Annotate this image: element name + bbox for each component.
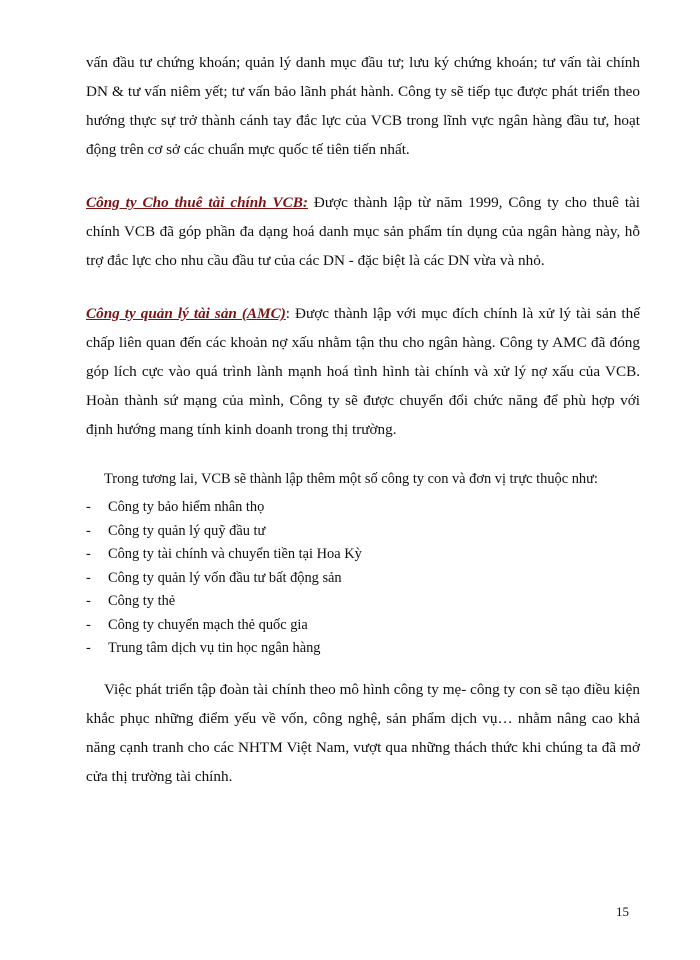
list-dash: - (86, 640, 91, 656)
paragraph-conclusion: Việc phát triển tập đoàn tài chính theo mô hình công ty mẹ- công ty con sẽ tạo điều kiện khắc phục những điểm yếu về vốn, công nghệ, sản phẩm dịch vụ… nhằm nâng cao khả năng cạnh tranh cho các NHTM Việt Nam, vượt qua những thách thức khi chúng ta đã mở cửa thị trường tài chính. (86, 680, 640, 785)
paragraph-amc-company (86, 299, 640, 444)
list-item (86, 567, 640, 591)
list-item (86, 590, 640, 614)
list-item-text: Công ty tài chính và chuyển tiền tại Hoa Kỳ (108, 546, 362, 562)
list-dash: - (86, 499, 91, 515)
list-dash: - (86, 522, 91, 539)
list-item (86, 543, 640, 567)
list-dash: - (86, 569, 91, 586)
paragraph-leasing-company (86, 188, 640, 275)
paragraph-future-plans: Trong tương lai, VCB sẽ thành lập thêm một số công ty con và đơn vị trực thuộc như: (104, 471, 598, 487)
list-dash: - (86, 616, 91, 633)
list-item-text: Trung tâm dịch vụ tin học ngân hàng (108, 640, 321, 656)
text-leasing-company: Được thành lập từ năm 1999, Công ty cho thuê tài chính VCB đã góp phần đa dạng hoá danh mục sản phẩm tín dụng của ngân hàng này, hỗ trợ đắc lực cho nhu cầu đầu tư của các DN - đặc biệt là các DN vừa và nhỏ. (86, 194, 640, 269)
list-item-text: Công ty bảo hiểm nhân thọ (108, 499, 265, 515)
list-item (86, 496, 640, 520)
list-item-text: Công ty quản lý vốn đầu tư bất động sản (108, 569, 342, 586)
list-item-text: Công ty chuyển mạch thẻ quốc gia (108, 616, 308, 633)
list-dash: - (86, 546, 91, 562)
list-item (86, 520, 640, 544)
subsidiary-list (86, 496, 640, 661)
paragraph-securities-company: vấn đầu tư chứng khoán; quản lý danh mục đầu tư; lưu ký chứng khoán; tư vấn tài chính DN & tư vấn niêm yết; tư vấn bảo lãnh phát hành. Công ty sẽ tiếp tục được phát triển theo hướng thực sự trở thành cánh tay đắc lực của VCB trong lĩnh vực ngân hàng đầu tư, hoạt động trên cơ sở các chuẩn mực quốc tế tiên tiến nhất. (86, 54, 640, 158)
heading-amc-company: Công ty quản lý tài sản (AMC) (86, 305, 286, 322)
page-number: 15 (616, 904, 629, 919)
heading-leasing-company: Công ty Cho thuê tài chính VCB: (86, 194, 308, 211)
list-item (86, 614, 640, 638)
list-item (86, 637, 640, 661)
list-item-text: Công ty thẻ (108, 593, 176, 609)
list-item-text: Công ty quản lý quỹ đầu tư (108, 522, 266, 539)
document-page (86, 48, 640, 791)
list-dash: - (86, 593, 91, 609)
text-amc-company: : Được thành lập với mục đích chính là xử lý tài sản thế chấp liên quan đến các khoản nợ xấu nhằm tận thu cho ngân hàng. Công ty AMC đã đóng góp lích cực vào quá trình lành mạnh hoá tình hình tài chính và xử lý nợ xấu của VCB. Hoàn thành sứ mạng của mình, Công ty sẽ được chuyển đổi chức năng để phù hợp với định hướng mang tính kinh doanh trong thị trường. (86, 305, 640, 438)
